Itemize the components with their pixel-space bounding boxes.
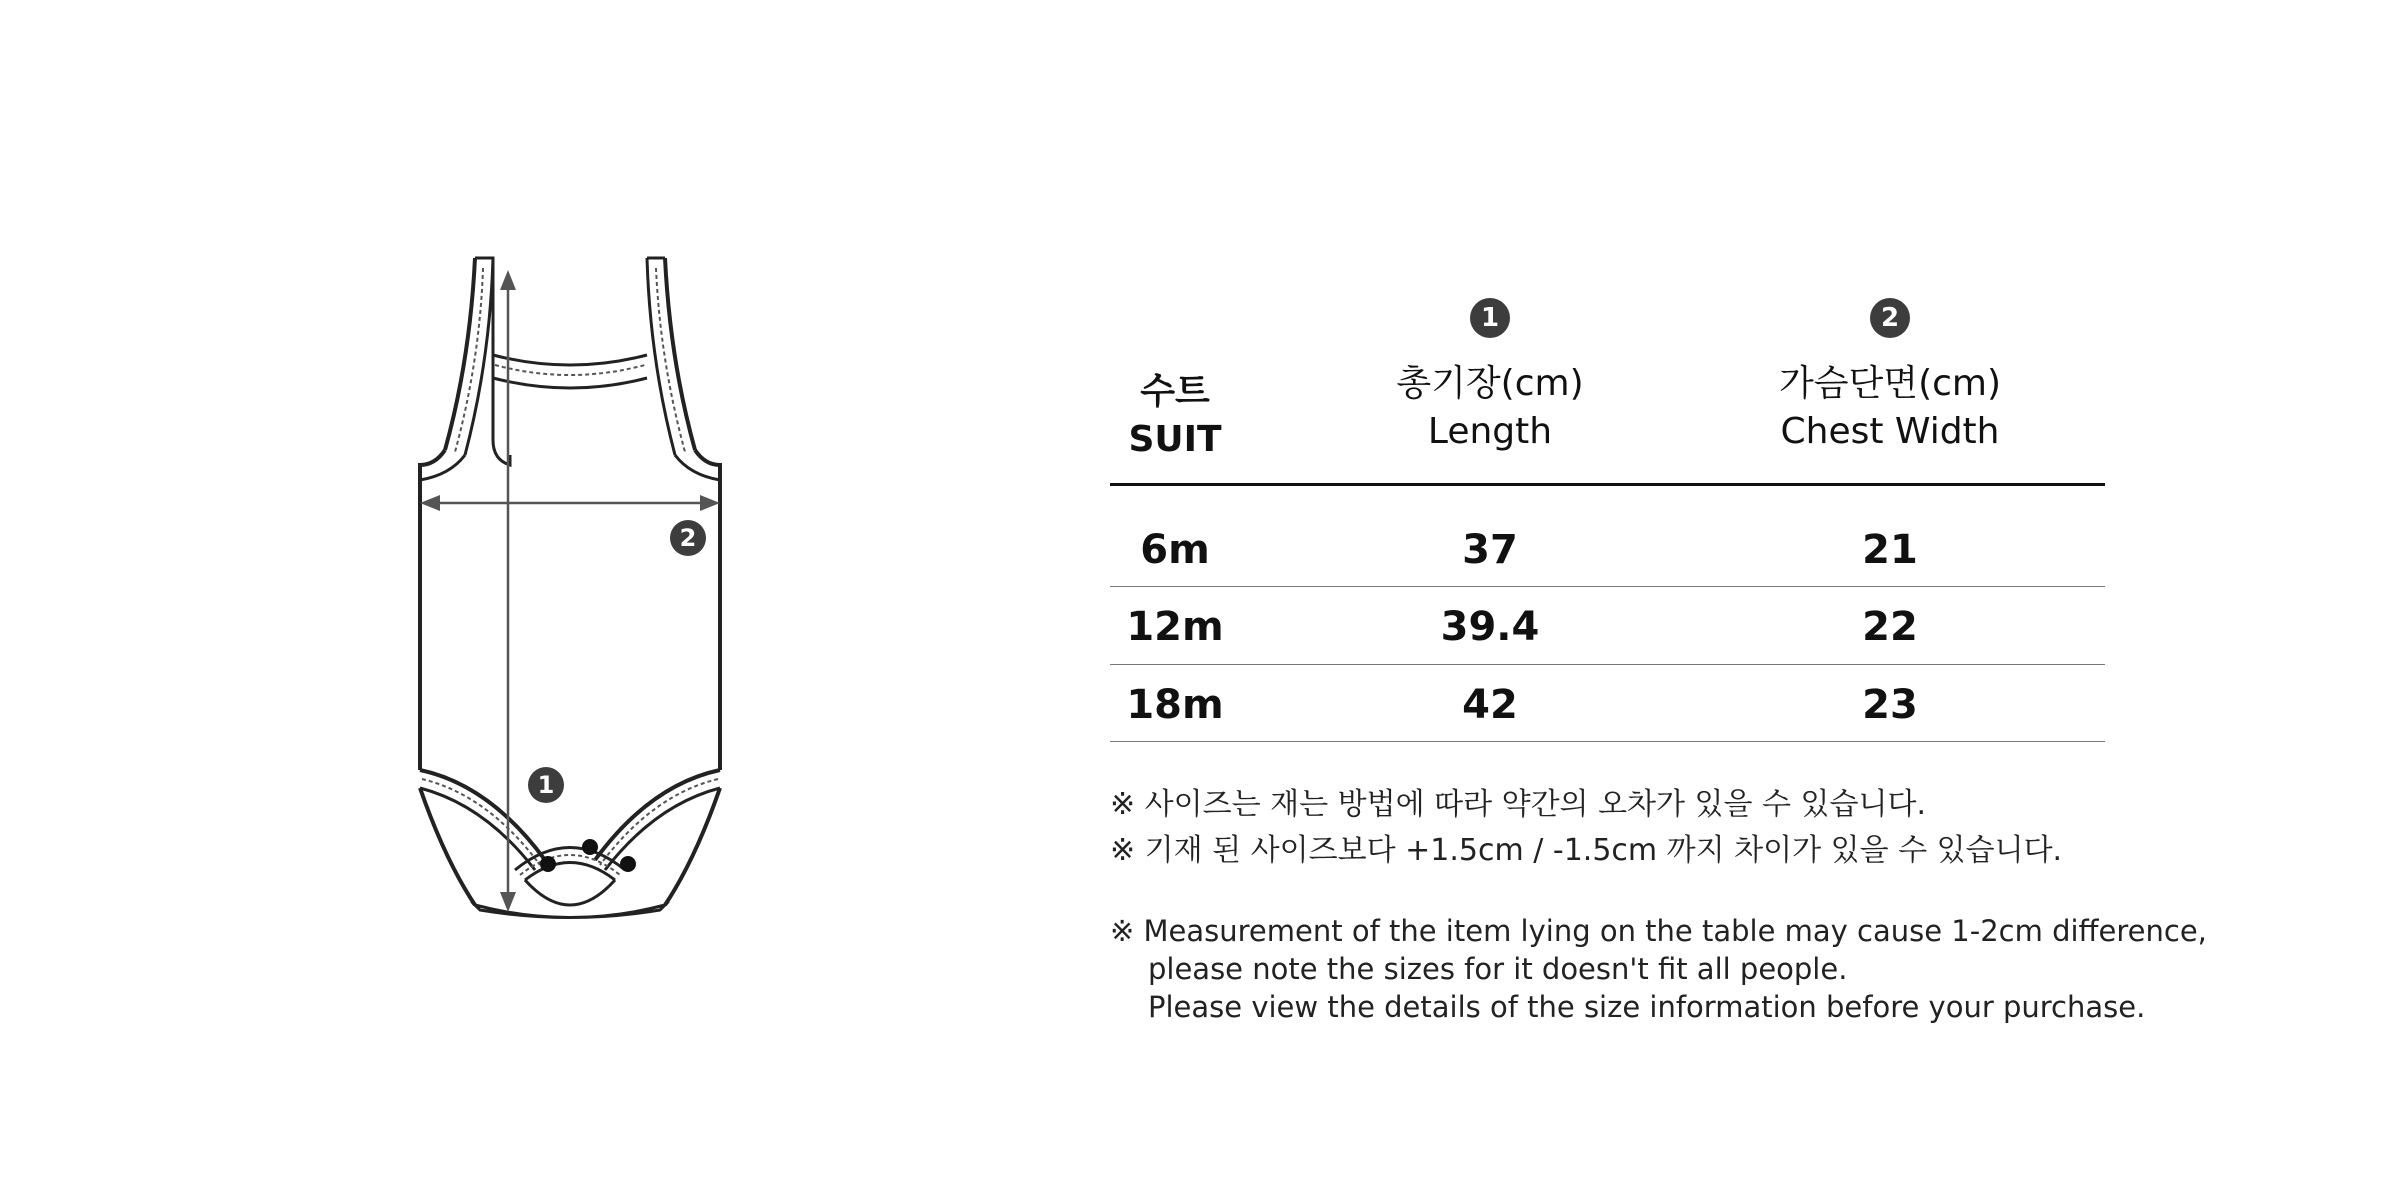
length-header-en: Length (1427, 411, 1553, 452)
row-divider (1110, 586, 2105, 587)
size-header-ko: 수트 (1140, 371, 1210, 412)
size-cell: 6m (1140, 526, 1210, 573)
note-ko-2: ※ 기재 된 사이즈보다 +1.5cm / -1.5cm 까지 차이가 있을 수 있습니다. (1110, 833, 2063, 868)
chest-cell: 23 (1862, 681, 1918, 728)
note-en-1: ※ Measurement of the item lying on the table may cause 1-2cm difference, (1110, 914, 2207, 948)
size-cell: 18m (1126, 681, 1224, 728)
size-cell: 12m (1126, 603, 1224, 650)
marker-2-icon: 2 (1870, 298, 1910, 338)
korean-notes (1110, 782, 2140, 874)
table-row (1110, 511, 2105, 588)
marker-2-icon: 2 (670, 520, 706, 556)
row-divider (1110, 664, 2105, 665)
chest-cell: 22 (1862, 603, 1918, 650)
length-cell: 39.4 (1440, 603, 1540, 650)
chest-cell: 21 (1862, 526, 1918, 573)
note-en-2: please note the sizes for it doesn't fit all people. (1148, 952, 1848, 986)
note-en-3: Please view the details of the size information before your purchase. (1148, 990, 2146, 1024)
note-ko-1: ※ 사이즈는 재는 방법에 따라 약간의 오차가 있을 수 있습니다. (1110, 787, 1927, 822)
length-cell: 37 (1462, 526, 1518, 573)
length-column-header (1310, 298, 1670, 456)
english-notes (1110, 912, 2207, 1026)
size-column-header (1110, 368, 1240, 464)
length-header-ko: 총기장(cm) (1396, 363, 1584, 404)
bodysuit-diagram (390, 240, 770, 940)
length-cell: 42 (1462, 681, 1518, 728)
chest-header-en: Chest Width (1780, 411, 2000, 452)
header-divider (1110, 483, 2105, 486)
table-row (1110, 588, 2105, 665)
row-divider (1110, 741, 2105, 742)
marker-1-icon: 1 (1470, 298, 1510, 338)
chest-header-ko: 가슴단면(cm) (1778, 363, 2002, 404)
table-row (1110, 666, 2105, 743)
marker-1-icon: 1 (528, 767, 564, 803)
size-header-en: SUIT (1128, 419, 1222, 460)
chest-column-header (1680, 298, 2100, 456)
